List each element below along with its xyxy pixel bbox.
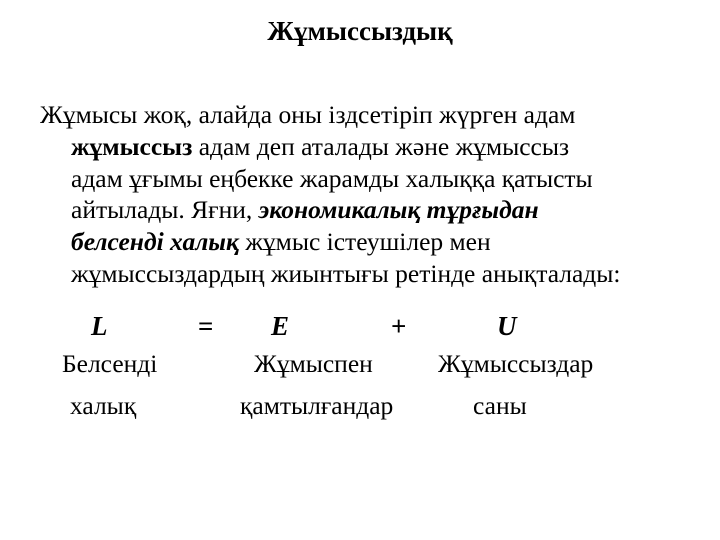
label-employed-line-2: қамтылғандар [240,391,394,420]
definition-paragraph [40,99,690,290]
slide-title: Жұмыссыздық [267,16,453,46]
paragraph-line-6: жұмыссыздардың жиынтығы ретінде анықталады: [71,258,621,288]
label-active-population-line-2: халық [70,391,137,420]
paragraph-line-4-start: айтылады. Яғни, [71,195,259,225]
formula-symbol-E: E [271,311,290,341]
formula-symbol-U: U [497,311,517,341]
paragraph-line-2 [40,131,690,163]
term-unemployed: жұмыссыз [71,131,193,161]
paragraph-line-5-rest: жұмыс істеушілер мен [238,227,491,257]
label-active-population-line-1: Белсенді [62,349,158,378]
term-active-population: белсенді халық [71,227,239,257]
paragraph-line-5 [40,226,690,258]
paragraph-line-1: Жұмысы жоқ, алайда оны іздсетіріп жүрген адам [40,100,576,129]
paragraph-line-2-rest: адам деп аталады және жұмыссыз [192,131,570,161]
paragraph-line-3: адам ұғымы еңбекке жарамды халыққа қатысты [71,163,593,193]
paragraph-line-4 [40,194,690,226]
formula-equals: = [198,311,214,341]
label-unemployed-line-1: Жұмыссыздар [438,349,594,378]
label-employed-line-1: Жұмыспен [254,349,373,378]
term-economic-emphasis: экономикалық тұрғыдан [258,195,539,225]
formula-symbol-L: L [91,311,108,341]
label-unemployed-line-2: саны [473,391,527,420]
formula-plus: + [391,311,407,341]
